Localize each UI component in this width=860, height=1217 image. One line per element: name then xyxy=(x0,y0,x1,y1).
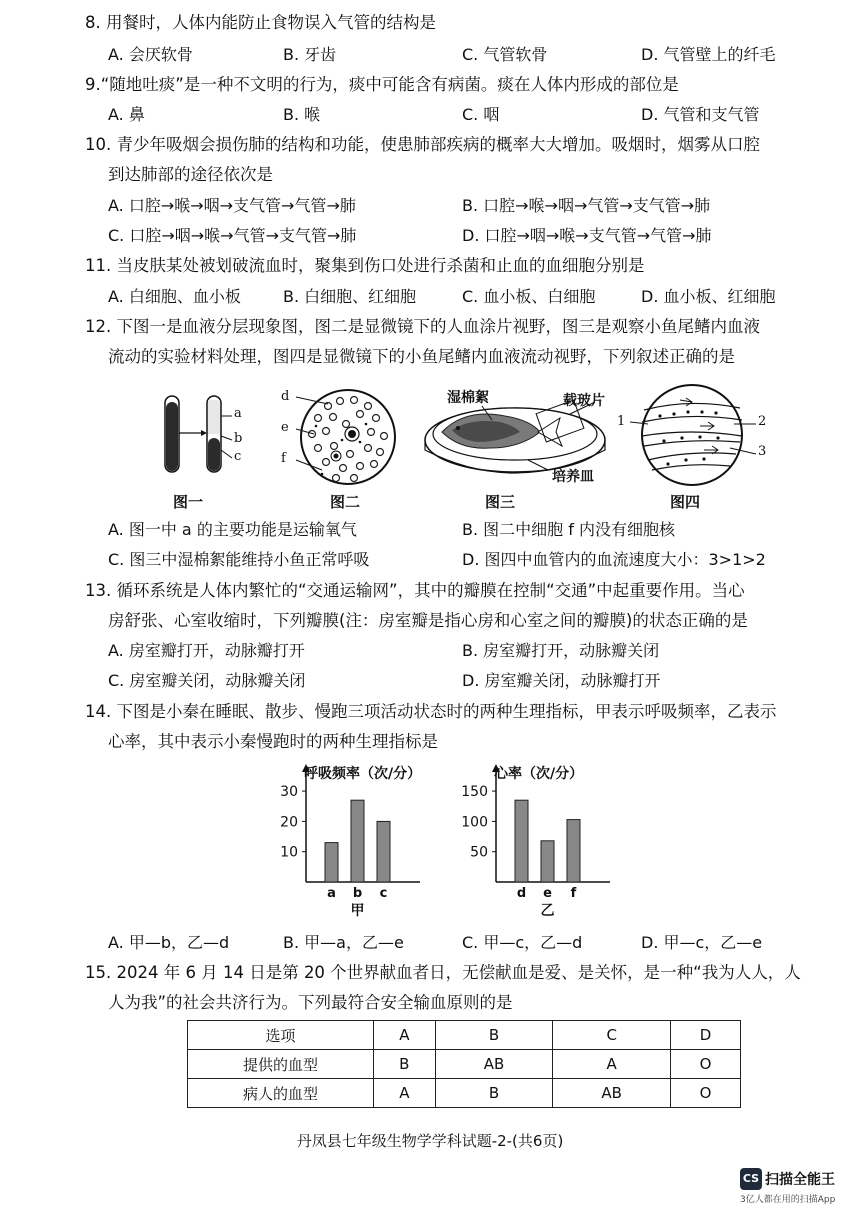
table-cell: A xyxy=(374,1079,436,1108)
q11-option-c: C. 血小板、白细胞 xyxy=(462,287,596,306)
q8-option-d: D. 气管壁上的纤毛 xyxy=(641,45,776,64)
bar xyxy=(515,800,528,882)
y-tick-label: 10 xyxy=(280,844,298,861)
q11-option-d: D. 血小板、红细胞 xyxy=(641,287,776,306)
q13-option-b: B. 房室瓣打开，动脉瓣关闭 xyxy=(462,641,660,660)
table-cell: 选项 xyxy=(188,1021,374,1050)
q14-stem-line2: 心率，其中表示小秦慢跑时的两种生理指标是 xyxy=(108,732,438,751)
chart-heart-rate xyxy=(460,760,650,925)
bar xyxy=(377,821,390,882)
q10-option-b: B. 口腔→喉→咽→气管→支气管→肺 xyxy=(462,196,711,215)
x-category-label: a xyxy=(327,886,336,901)
table-cell: C xyxy=(553,1021,671,1050)
x-axis-label: 乙 xyxy=(540,903,555,919)
fig3-label-cotton: 湿棉絮 xyxy=(447,390,489,406)
q10-option-d: D. 口腔→咽→喉→支气管→气管→肺 xyxy=(462,226,712,245)
x-category-label: e xyxy=(543,886,552,901)
bar xyxy=(567,820,580,882)
q9-option-d: D. 气管和支气管 xyxy=(641,105,760,124)
q10-stem-line1: 10. 青少年吸烟会损伤肺的结构和功能，使患肺部疾病的概率大大增加。吸烟时，烟雾从口腔 xyxy=(85,135,760,154)
fig1-label-c: c xyxy=(234,449,242,464)
bar xyxy=(325,843,338,882)
fig2-caption: 图二 xyxy=(329,493,360,511)
y-tick-label: 30 xyxy=(280,784,298,801)
table-cell: A xyxy=(553,1050,671,1079)
q12-stem-line2: 流动的实验材料处理，图四是显微镜下的小鱼尾鳍内血液流动视野，下列叙述正确的是 xyxy=(108,347,735,366)
q9-stem: 9.“随地吐痰”是一种不文明的行为，痰中可能含有病菌。痰在人体内形成的部位是 xyxy=(85,75,679,94)
q13-stem-line2: 房舒张、心室收缩时，下列瓣膜(注：房室瓣是指心房和心室之间的瓣膜)的状态正确的是 xyxy=(108,611,748,630)
q8-option-a: A. 会厌软骨 xyxy=(108,45,193,64)
fig3-caption: 图三 xyxy=(484,493,515,511)
fig2-label-e: e xyxy=(281,420,289,435)
table-cell: O xyxy=(671,1079,741,1108)
table-cell: AB xyxy=(435,1050,553,1079)
q9-option-b: B. 喉 xyxy=(283,105,321,124)
q14-option-d: D. 甲—c，乙—e xyxy=(641,933,763,952)
y-axis-label: 呼吸频率（次/分） xyxy=(304,766,422,782)
q12-option-a: A. 图一中 a 的主要功能是运输氧气 xyxy=(108,520,357,539)
fig1-label-b: b xyxy=(234,431,243,446)
q13-stem-line1: 13. 循环系统是人体内繁忙的“交通运输网”，其中的瓣膜在控制“交通”中起重要作用。当心 xyxy=(85,581,745,600)
q10-option-a: A. 口腔→喉→咽→支气管→气管→肺 xyxy=(108,196,356,215)
q13-option-a: A. 房室瓣打开，动脉瓣打开 xyxy=(108,641,305,660)
fig1-test-tubes xyxy=(150,388,260,478)
q10-stem-line2: 到达肺部的途径依次是 xyxy=(108,165,273,184)
fig4-caption: 图四 xyxy=(669,493,700,511)
table-row xyxy=(188,1079,741,1108)
q8-option-b: B. 牙齿 xyxy=(283,45,337,64)
table-cell: B xyxy=(374,1050,436,1079)
q12-stem-line1: 12. 下图一是血液分层现象图，图二是显微镜下的人血涂片视野，图三是观察小鱼尾鳍内血液 xyxy=(85,317,760,336)
y-tick-label: 20 xyxy=(280,814,298,831)
q15-stem-line2: 人为我”的社会共济行为。下列最符合安全输血原则的是 xyxy=(108,993,513,1012)
bar xyxy=(351,800,364,882)
blood-type-table xyxy=(187,1020,741,1108)
scanner-tagline: 3亿人都在用的扫描App xyxy=(740,1195,836,1205)
fig4-label-1: 1 xyxy=(617,414,626,429)
fig4-label-2: 2 xyxy=(758,414,767,429)
q14-stem-line1: 14. 下图是小秦在睡眠、散步、慢跑三项活动状态时的两种生理指标，甲表示呼吸频率，乙表示 xyxy=(85,702,777,721)
page-footer: 丹凤县七年级生物学学科试题-2-(共6页) xyxy=(296,1132,564,1150)
bar xyxy=(541,841,554,882)
y-axis-label: 心率（次/分） xyxy=(494,766,584,782)
x-category-label: d xyxy=(516,886,527,901)
table-cell: B xyxy=(435,1021,553,1050)
q12-option-d: D. 图四中血管内的血流速度大小：3>1>2 xyxy=(462,550,766,569)
fig2-label-d: d xyxy=(281,389,290,404)
scanner-logo-icon: CS xyxy=(740,1168,762,1190)
x-category-label: c xyxy=(379,886,388,901)
q11-option-b: B. 白细胞、红细胞 xyxy=(283,287,417,306)
scanner-name: 扫描全能王 xyxy=(765,1172,835,1188)
q12-option-c: C. 图三中湿棉絮能维持小鱼正常呼吸 xyxy=(108,550,370,569)
table-cell: AB xyxy=(553,1079,671,1108)
fig1-caption: 图一 xyxy=(172,493,203,511)
q9-option-a: A. 鼻 xyxy=(108,105,145,124)
x-axis-label: 甲 xyxy=(350,903,365,919)
y-tick-label: 150 xyxy=(461,784,488,801)
q12-option-b: B. 图二中细胞 f 内没有细胞核 xyxy=(462,520,675,539)
table-cell: 提供的血型 xyxy=(188,1050,374,1079)
fig2-blood-smear xyxy=(288,384,398,489)
q14-option-a: A. 甲—b，乙—d xyxy=(108,933,230,952)
table-cell: B xyxy=(435,1079,553,1108)
table-cell: A xyxy=(374,1021,436,1050)
table-row xyxy=(188,1021,741,1050)
q13-option-c: C. 房室瓣关闭，动脉瓣关闭 xyxy=(108,671,306,690)
fig3-label-slide: 载玻片 xyxy=(563,393,605,409)
q11-stem: 11. 当皮肤某处被划破流血时，聚集到伤口处进行杀菌和止血的血细胞分别是 xyxy=(85,256,645,275)
q14-option-b: B. 甲—a，乙—e xyxy=(283,933,404,952)
q8-stem: 8. 用餐时，人体内能防止食物误入气管的结构是 xyxy=(85,13,436,32)
q15-stem-line1: 15. 2024 年 6 月 14 日是第 20 个世界献血者日，无偿献血是爱、是关怀，是一种“我为人人，人 xyxy=(85,963,801,982)
x-category-label: f xyxy=(570,886,577,901)
fig4-blood-vessels xyxy=(630,380,760,490)
fig2-label-f: f xyxy=(281,451,286,466)
q11-option-a: A. 白细胞、血小板 xyxy=(108,287,241,306)
fig4-label-3: 3 xyxy=(758,444,767,459)
table-cell: O xyxy=(671,1050,741,1079)
table-cell: D xyxy=(671,1021,741,1050)
table-row xyxy=(188,1050,741,1079)
table-cell: 病人的血型 xyxy=(188,1079,374,1108)
x-category-label: b xyxy=(352,886,363,901)
q8-option-c: C. 气管软骨 xyxy=(462,45,548,64)
fig3-label-dish: 培养皿 xyxy=(552,469,594,485)
y-tick-label: 100 xyxy=(461,814,488,831)
q14-option-c: C. 甲—c，乙—d xyxy=(462,933,583,952)
chart-respiration-rate xyxy=(270,760,460,925)
y-tick-label: 50 xyxy=(470,844,488,861)
fig1-label-a: a xyxy=(234,406,242,421)
scanner-watermark xyxy=(740,1168,855,1205)
q10-option-c: C. 口腔→咽→喉→气管→支气管→肺 xyxy=(108,226,357,245)
q9-option-c: C. 咽 xyxy=(462,105,500,124)
q13-option-d: D. 房室瓣关闭，动脉瓣打开 xyxy=(462,671,661,690)
